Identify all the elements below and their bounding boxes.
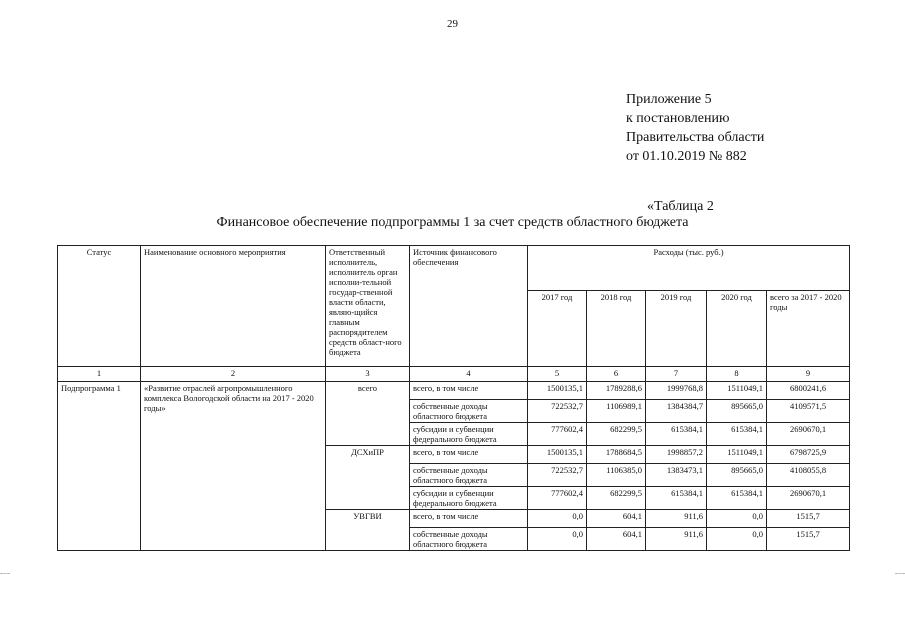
- cell-total: 4108055,8: [767, 464, 850, 487]
- cell-source: субсидии и субвенции федерального бюджета: [410, 487, 528, 510]
- header-source: Источник финансового обеспечения: [410, 246, 528, 367]
- cell-year-value: 0,0: [528, 510, 587, 528]
- header-year: 2017 год: [528, 291, 587, 367]
- cell-year-value: 682299,5: [587, 487, 646, 510]
- cell-status: Подпрограмма 1: [58, 382, 141, 551]
- cell-year-value: 682299,5: [587, 423, 646, 446]
- cell-year-value: 1998857,2: [646, 446, 707, 464]
- cell-total: 1515,7: [767, 510, 850, 528]
- cell-responsible: всего: [326, 382, 410, 446]
- cell-year-value: 1384384,7: [646, 400, 707, 423]
- cell-year-value: 0,0: [707, 528, 767, 551]
- cell-year-value: 615384,1: [707, 423, 767, 446]
- cell-year-value: 0,0: [528, 528, 587, 551]
- cell-source: собственные доходы областного бюджета: [410, 528, 528, 551]
- column-number: 1: [58, 367, 141, 382]
- cell-source: всего, в том числе: [410, 446, 528, 464]
- cell-year-value: 604,1: [587, 510, 646, 528]
- cell-total: 2690670,1: [767, 423, 850, 446]
- table-title: Финансовое обеспечение подпрограммы 1 за счет средств областного бюджета: [216, 215, 689, 230]
- column-number: 6: [587, 367, 646, 382]
- column-number: 5: [528, 367, 587, 382]
- page-number: 29: [447, 18, 458, 30]
- cell-year-value: 615384,1: [646, 423, 707, 446]
- cell-source: всего, в том числе: [410, 382, 528, 400]
- cell-total: 6800241,6: [767, 382, 850, 400]
- cell-year-value: 604,1: [587, 528, 646, 551]
- column-number: 7: [646, 367, 707, 382]
- cell-year-value: 1511049,1: [707, 382, 767, 400]
- cell-year-value: 895665,0: [707, 400, 767, 423]
- annex-line: от 01.10.2019 № 882: [626, 149, 747, 164]
- header-year: 2018 год: [587, 291, 646, 367]
- cell-year-value: 722532,7: [528, 400, 587, 423]
- header-name: Наименование основного мероприятия: [141, 246, 326, 367]
- annex-block: [626, 90, 764, 166]
- header-expenses: Расходы (тыс. руб.): [528, 246, 850, 291]
- header-status: Статус: [58, 246, 141, 367]
- column-number: 9: [767, 367, 850, 382]
- cell-total: 1515,7: [767, 528, 850, 551]
- cell-year-value: 777602,4: [528, 487, 587, 510]
- cell-year-value: 615384,1: [707, 487, 767, 510]
- table-caption: «Таблица 2: [647, 199, 714, 214]
- header-year: 2020 год: [707, 291, 767, 367]
- cell-source: субсидии и субвенции федерального бюджета: [410, 423, 528, 446]
- annex-line: Приложение 5: [626, 92, 712, 107]
- cell-year-value: 615384,1: [646, 487, 707, 510]
- cell-activity-name: «Развитие отраслей агропромышленного комплекса Вологодской области на 2017 - 2020 годы»: [141, 382, 326, 551]
- header-year-total: всего за 2017 - 2020 годы: [767, 291, 850, 367]
- cell-responsible: ДСХиПР: [326, 446, 410, 510]
- cell-source: собственные доходы областного бюджета: [410, 464, 528, 487]
- annex-line: Правительства области: [626, 130, 765, 145]
- edge-mark: [0, 573, 10, 574]
- cell-year-value: 1106989,1: [587, 400, 646, 423]
- cell-year-value: 777602,4: [528, 423, 587, 446]
- cell-year-value: 1999768,8: [646, 382, 707, 400]
- cell-year-value: 1789288,6: [587, 382, 646, 400]
- cell-responsible: УВГВИ: [326, 510, 410, 551]
- edge-mark: [895, 573, 905, 574]
- column-number: 3: [326, 367, 410, 382]
- cell-year-value: 895665,0: [707, 464, 767, 487]
- cell-total: 2690670,1: [767, 487, 850, 510]
- column-number: 4: [410, 367, 528, 382]
- column-number: 2: [141, 367, 326, 382]
- header-year: 2019 год: [646, 291, 707, 367]
- cell-total: 6798725,9: [767, 446, 850, 464]
- header-responsible: Ответственный исполнитель, исполнитель орган исполни-тельной государ-ственной власти области, являю-щийся главным распорядителем средств област-ного бюджета: [326, 246, 410, 367]
- column-number: 8: [707, 367, 767, 382]
- cell-year-value: 1383473,1: [646, 464, 707, 487]
- cell-year-value: 1511049,1: [707, 446, 767, 464]
- cell-source: собственные доходы областного бюджета: [410, 400, 528, 423]
- cell-source: всего, в том числе: [410, 510, 528, 528]
- cell-year-value: 722532,7: [528, 464, 587, 487]
- annex-line: к постановлению: [626, 111, 730, 126]
- cell-year-value: 911,6: [646, 528, 707, 551]
- cell-year-value: 1788684,5: [587, 446, 646, 464]
- cell-year-value: 1106385,0: [587, 464, 646, 487]
- cell-year-value: 1500135,1: [528, 382, 587, 400]
- cell-total: 4109571,5: [767, 400, 850, 423]
- financing-table: [57, 245, 850, 551]
- table-row: [58, 382, 850, 400]
- cell-year-value: 0,0: [707, 510, 767, 528]
- cell-year-value: 1500135,1: [528, 446, 587, 464]
- cell-year-value: 911,6: [646, 510, 707, 528]
